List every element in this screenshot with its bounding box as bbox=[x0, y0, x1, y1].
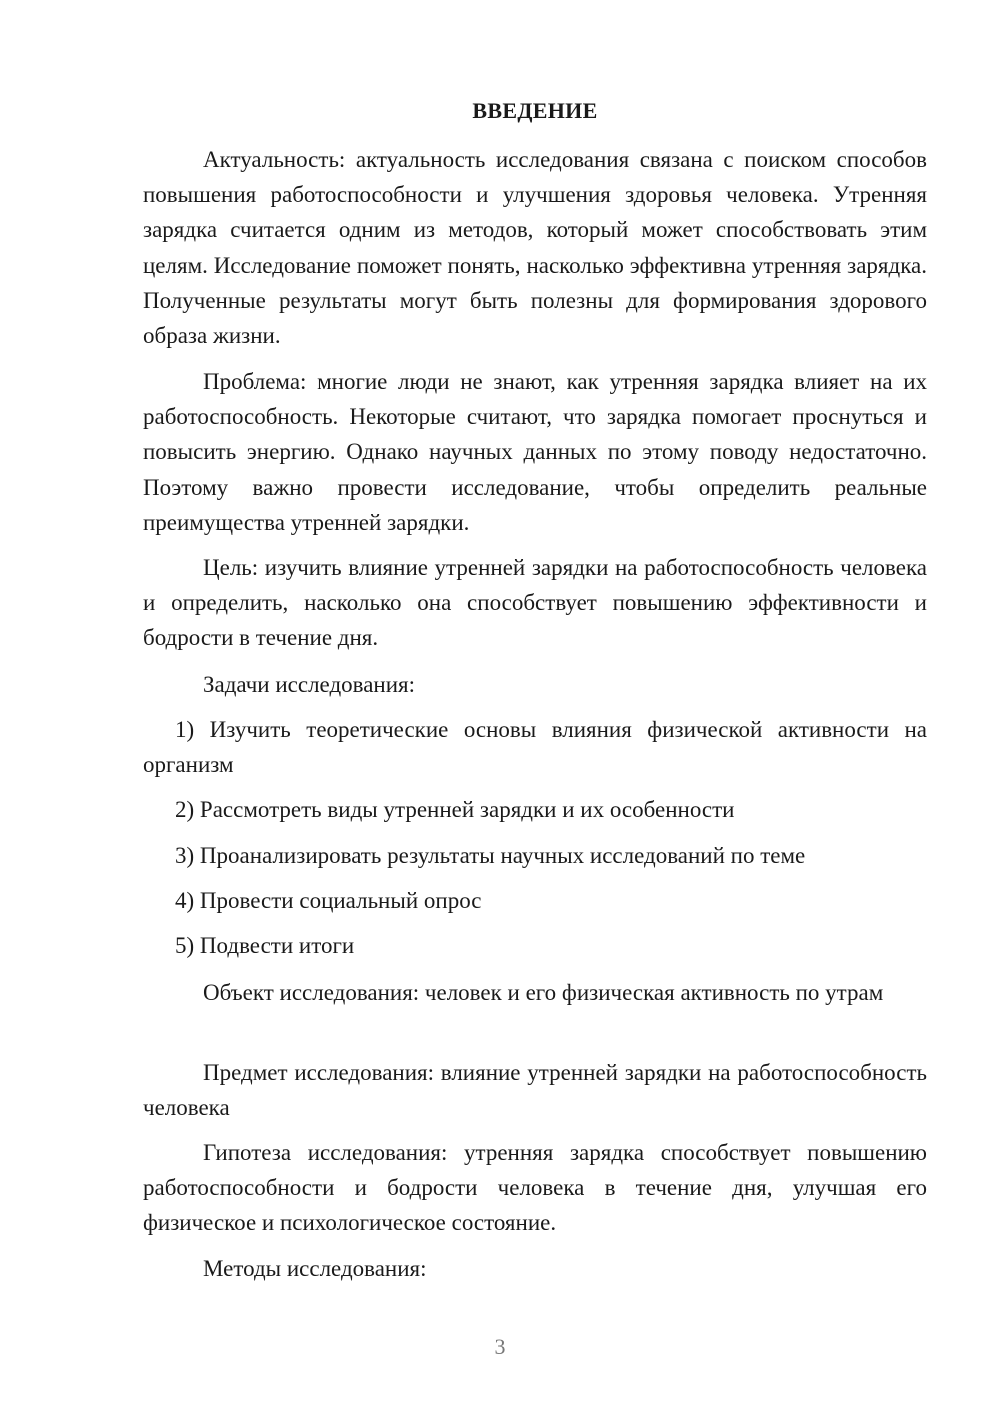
subject-paragraph: Предмет исследования: влияние утренней зарядки на работоспособность человека bbox=[143, 1060, 927, 1121]
task-text: Изучить теоретические основы влияния физической активности на организм bbox=[143, 717, 927, 778]
relevance-paragraph: Актуальность: актуальность исследования связана с поиском способов повышения работоспособности и улучшения здоровья человека. Утренняя зарядка считается одним из методов, который может способствовать этим целям. Исследование поможет понять, насколько эффективна утренняя зарядка. Полученные результаты могут быть полезны для формирования здорового образа жизни. bbox=[143, 147, 927, 349]
task-text: Провести социальный опрос bbox=[199, 888, 482, 913]
task-item-3 bbox=[143, 838, 927, 873]
task-item-5 bbox=[143, 928, 927, 963]
tasks-heading: Задачи исследования: bbox=[203, 672, 416, 697]
task-text: Рассмотреть виды утренней зарядки и их особенности bbox=[199, 797, 735, 822]
hypothesis-paragraph: Гипотеза исследования: утренняя зарядка способствует повышению работоспособности и бодрости человека в течение дня, улучшая его физическое и психологическое состояние. bbox=[143, 1140, 927, 1236]
task-item-2 bbox=[143, 792, 927, 827]
task-number: 4) bbox=[175, 888, 195, 913]
task-number: 3) bbox=[175, 843, 195, 868]
task-text: Проанализировать результаты научных исследований по теме bbox=[199, 843, 806, 868]
task-item-1 bbox=[143, 712, 927, 782]
task-number: 2) bbox=[175, 797, 195, 822]
object-paragraph: Объект исследования: человек и его физическая активность по утрам bbox=[203, 980, 884, 1005]
task-number: 5) bbox=[175, 933, 195, 958]
methods-heading: Методы исследования: bbox=[203, 1256, 427, 1281]
problem-paragraph: Проблема: многие люди не знают, как утренняя зарядка влияет на их работоспособность. Некоторые считают, что зарядка помогает проснуться и повысить энергию. Однако научных данных по этому поводу недостаточно. Поэтому важно провести исследование, чтобы определить реальные преимущества утренней зарядки. bbox=[143, 369, 927, 535]
page-title: ВВЕДЕНИЕ bbox=[472, 98, 598, 123]
task-item-4 bbox=[143, 883, 927, 918]
task-number: 1) bbox=[175, 717, 195, 742]
task-text: Подвести итоги bbox=[199, 933, 355, 958]
page-number: 3 bbox=[494, 1334, 506, 1359]
goal-paragraph: Цель: изучить влияние утренней зарядки на работоспособность человека и определить, насколько она способствует повышению эффективности и бодрости в течение дня. bbox=[143, 555, 927, 651]
